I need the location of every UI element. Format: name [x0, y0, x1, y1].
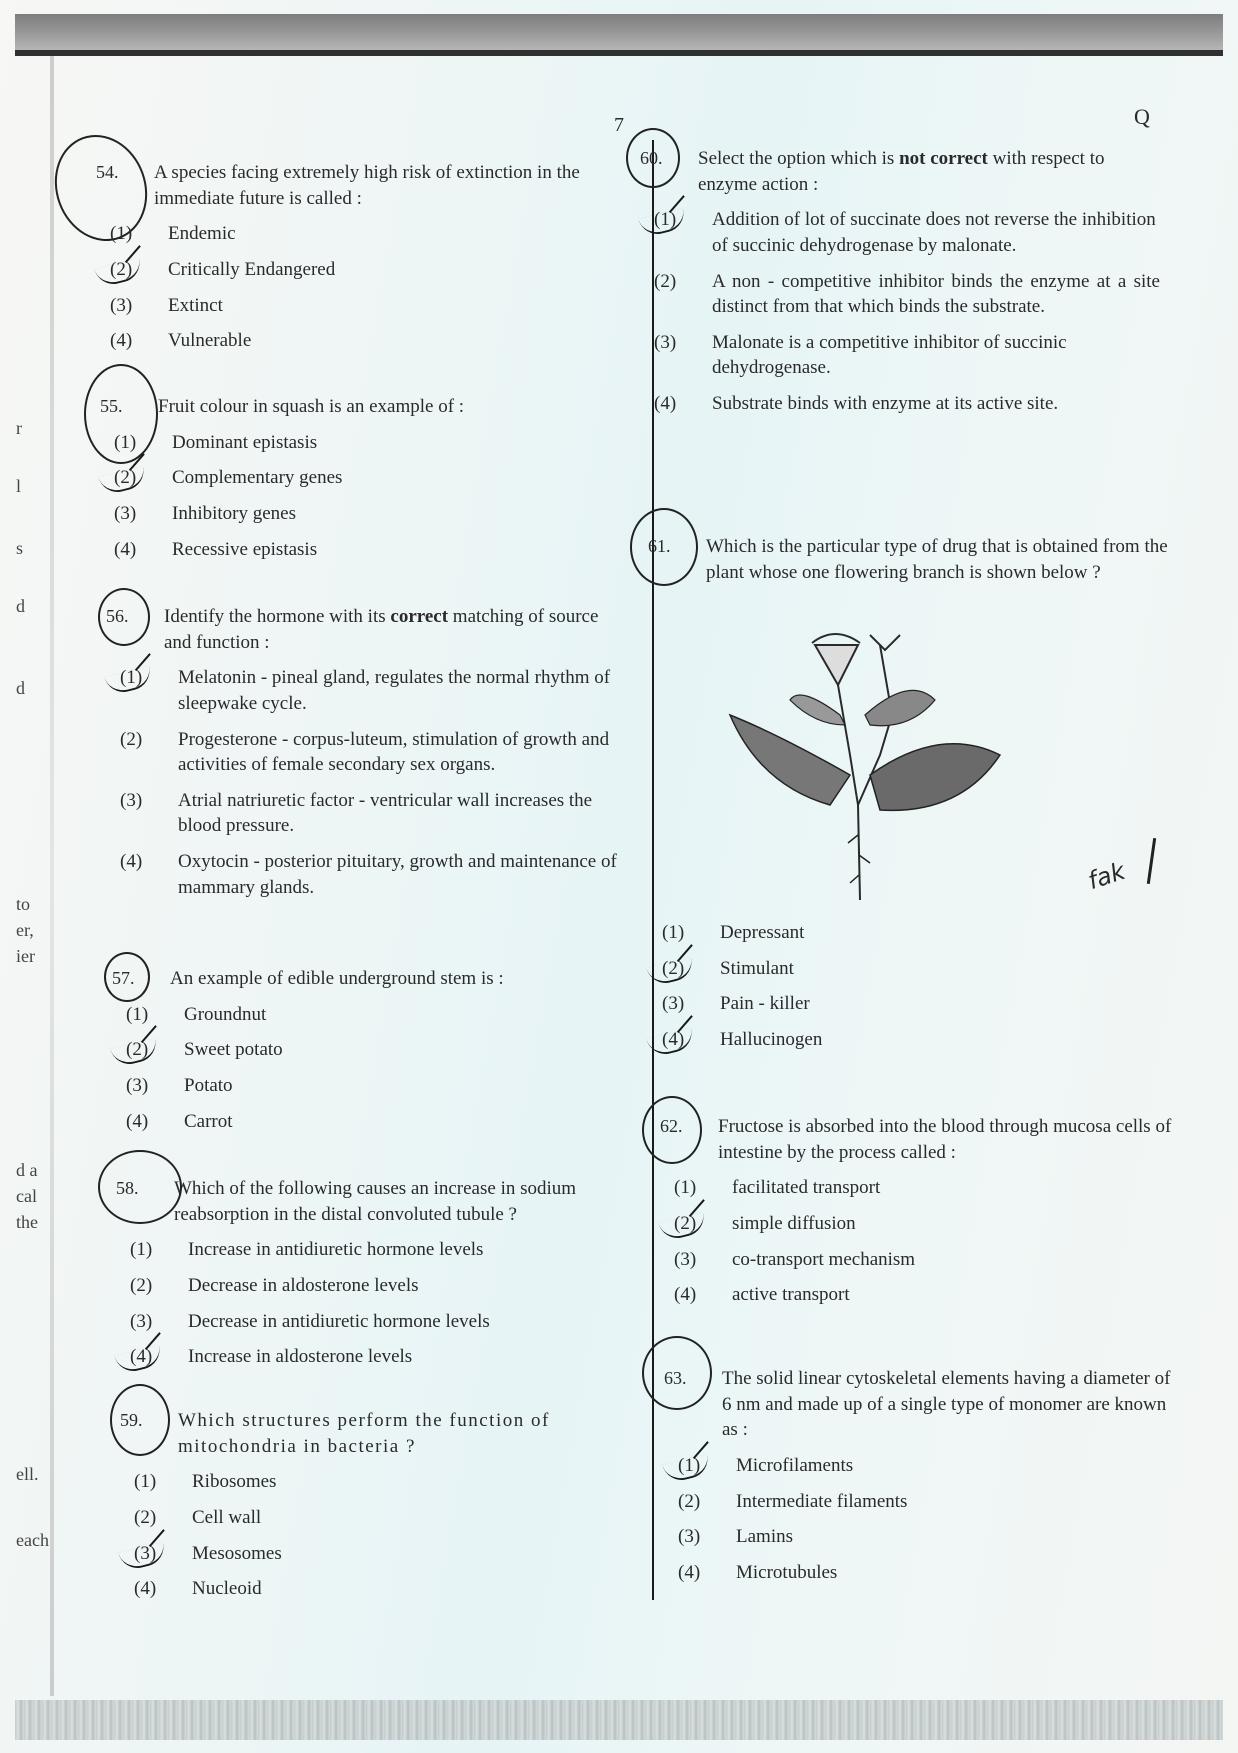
- option[interactable]: (1) Endemic: [110, 223, 236, 245]
- option[interactable]: (2) Stimulant: [648, 956, 1168, 982]
- question-number: 54.: [96, 162, 119, 182]
- option[interactable]: (4) Carrot: [126, 1110, 233, 1132]
- check-mark-icon: [658, 1212, 707, 1243]
- option[interactable]: (2) simple diffusion: [660, 1211, 1180, 1237]
- option[interactable]: (1) Microfilaments: [664, 1453, 1184, 1479]
- question-stem: Identify the hormone with its correct matching of source and function :: [164, 606, 599, 653]
- margin-fragment: s: [16, 538, 24, 558]
- option[interactable]: (2) A non - competitive inhibitor binds the enzyme at a site distinct from that which binds the substrate.: [654, 270, 1160, 318]
- option[interactable]: (3) Atrial natriuretic factor - ventricular wall increases the blood pressure.: [120, 789, 593, 837]
- question-61-options: [648, 920, 1168, 1053]
- margin-fragment: ier: [16, 946, 35, 966]
- question-60: [640, 146, 1160, 417]
- option[interactable]: (4) Recessive epistasis: [114, 538, 318, 560]
- margin-fragment: d a: [16, 1160, 38, 1180]
- question-57: [112, 966, 632, 1134]
- margin-fragment: each: [16, 1530, 49, 1550]
- question-number: 58.: [116, 1178, 139, 1198]
- option[interactable]: (1) Addition of lot of succinate does not reverse the inhibition of succinic dehydrogenase by malonate.: [640, 207, 1160, 258]
- option[interactable]: (1) Melatonin - pineal gland, regulates the normal rhythm of sleepwake cycle.: [106, 665, 626, 716]
- option[interactable]: (4) Nucleoid: [134, 1578, 262, 1600]
- question-number: 59.: [120, 1410, 143, 1430]
- question-stem: Select the option which is not correct with respect to enzyme action :: [698, 148, 1105, 195]
- margin-fragment: ell.: [16, 1464, 39, 1484]
- margin-fragment: er,: [16, 920, 34, 940]
- check-mark-icon: [104, 666, 153, 697]
- option[interactable]: (2) Cell wall: [134, 1506, 262, 1528]
- check-mark-icon: [94, 258, 143, 289]
- option[interactable]: (3) Malonate is a competitive inhibitor of succinic dehydrogenase.: [654, 331, 1067, 379]
- option[interactable]: (4) Increase in aldosterone levels: [116, 1344, 636, 1370]
- option[interactable]: (1) Groundnut: [126, 1003, 267, 1025]
- set-code: Q: [1134, 104, 1150, 129]
- check-mark-icon: [118, 1541, 167, 1572]
- option[interactable]: (3) Potato: [126, 1074, 233, 1096]
- question-55: [100, 394, 620, 562]
- option[interactable]: (2) Intermediate filaments: [678, 1490, 908, 1512]
- question-stem: Fruit colour in squash is an example of :: [158, 396, 465, 417]
- question-number: 63.: [664, 1368, 687, 1388]
- check-mark-icon: [638, 208, 687, 239]
- check-mark-icon: [110, 1038, 159, 1069]
- margin-fragment: l: [16, 476, 22, 496]
- margin-fragment: d: [16, 596, 25, 616]
- scan-top-border: [15, 14, 1223, 54]
- option[interactable]: (1) facilitated transport: [674, 1177, 881, 1199]
- page-fold-edge: [50, 56, 54, 1696]
- option[interactable]: (2) Decrease in aldosterone levels: [130, 1274, 419, 1296]
- page-number: 7: [614, 114, 624, 136]
- question-56: [106, 604, 626, 900]
- option[interactable]: (3) Lamins: [678, 1526, 793, 1548]
- question-stem: Which structures perform the function of mitochondria in bacteria ?: [178, 1410, 550, 1457]
- option[interactable]: (3) Inhibitory genes: [114, 502, 297, 524]
- option[interactable]: (3) Pain - killer: [662, 993, 810, 1015]
- check-mark-icon: [662, 1454, 711, 1485]
- option[interactable]: (3) Decrease in antidiuretic hormone levels: [130, 1310, 490, 1332]
- margin-fragment: d: [16, 678, 25, 698]
- question-stem: The solid linear cytoskeletal elements having a diameter of 6 nm and made up of a single type of monomer are known as :: [722, 1368, 1171, 1441]
- question-number: 55.: [100, 396, 123, 416]
- question-61: [648, 534, 1168, 585]
- margin-fragment: to: [16, 894, 31, 914]
- question-stem: An example of edible underground stem is :: [170, 968, 504, 989]
- option[interactable]: (1) Ribosomes: [134, 1471, 277, 1493]
- flowering-branch-illustration: [720, 605, 1010, 905]
- option[interactable]: (4) Hallucinogen: [648, 1027, 1168, 1053]
- question-54: [96, 160, 616, 354]
- question-58: [116, 1176, 636, 1370]
- option[interactable]: (2) Progesterone - corpus-luteum, stimulation of growth and activities of female secondary sex organs.: [120, 728, 610, 776]
- question-62: [660, 1114, 1180, 1308]
- option[interactable]: (3) co-transport mechanism: [674, 1248, 916, 1270]
- option[interactable]: (4) Oxytocin - posterior pituitary, growth and maintenance of mammary glands.: [120, 851, 617, 898]
- scan-top-rule: [15, 50, 1223, 56]
- option[interactable]: (4) active transport: [674, 1284, 850, 1306]
- option[interactable]: (1) Depressant: [662, 922, 805, 943]
- question-stem: Which of the following causes an increase in sodium reabsorption in the distal convoluted tubule ?: [174, 1178, 577, 1225]
- option[interactable]: (4) Vulnerable: [110, 330, 252, 352]
- option[interactable]: (1) Increase in antidiuretic hormone levels: [130, 1239, 484, 1261]
- question-number: 60.: [640, 148, 663, 168]
- option[interactable]: (4) Microtubules: [678, 1561, 838, 1583]
- margin-fragment: the: [16, 1212, 38, 1232]
- option[interactable]: (1) Dominant epistasis: [114, 431, 318, 453]
- question-number: 61.: [648, 536, 671, 556]
- check-mark-icon: [98, 466, 147, 497]
- option[interactable]: (2) Critically Endangered: [96, 257, 616, 283]
- option[interactable]: (2) Complementary genes: [100, 465, 620, 491]
- option[interactable]: (2) Sweet potato: [112, 1037, 632, 1063]
- option[interactable]: (3) Extinct: [110, 294, 223, 316]
- question-number: 62.: [660, 1116, 683, 1136]
- margin-fragment: r: [16, 418, 22, 438]
- question-63: [664, 1366, 1184, 1585]
- question-stem: Which is the particular type of drug that is obtained from the plant whose one flowering branch is shown below ?: [706, 536, 1168, 583]
- question-number: 57.: [112, 968, 135, 988]
- scan-bottom-border: [15, 1700, 1223, 1740]
- question-59: [120, 1408, 640, 1602]
- margin-fragment: cal: [16, 1186, 37, 1206]
- question-number: 56.: [106, 606, 129, 626]
- question-stem: A species facing extremely high risk of extinction in the immediate future is called :: [154, 162, 580, 209]
- option[interactable]: (4) Substrate binds with enzyme at its active site.: [654, 393, 1059, 415]
- option[interactable]: (3) Mesosomes: [120, 1541, 640, 1567]
- question-stem: Fructose is absorbed into the blood through mucosa cells of intestine by the process called :: [718, 1116, 1172, 1163]
- check-mark-icon: [646, 956, 695, 987]
- handwritten-note: fak: [1084, 856, 1129, 896]
